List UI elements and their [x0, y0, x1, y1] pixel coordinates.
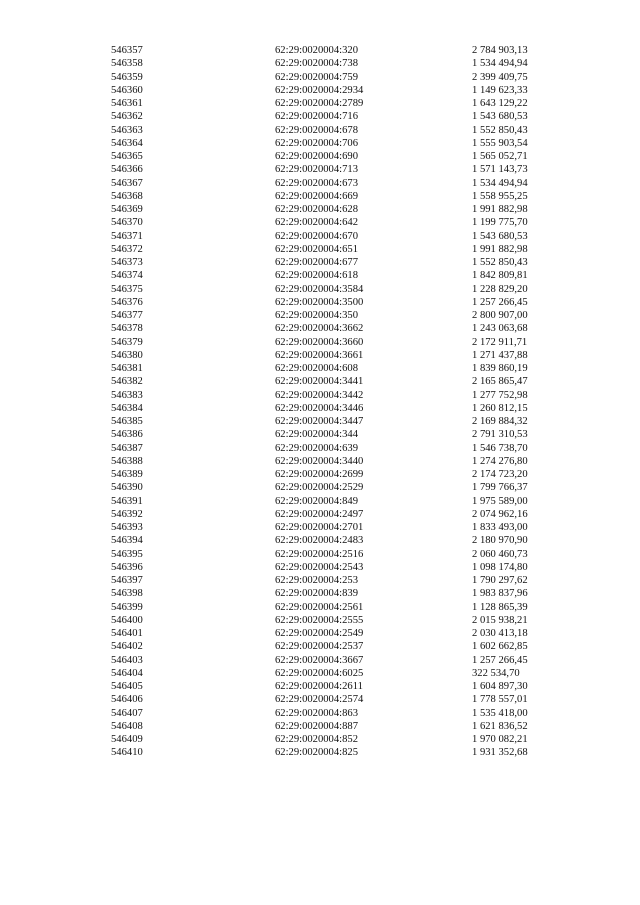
row-number-cell: 546364 [111, 137, 143, 149]
cadastral-value-cell: 1 643 129,22 [472, 98, 528, 109]
table-row [0, 110, 640, 123]
table-row [0, 389, 640, 402]
cadastral-value-cell: 2 169 884,32 [472, 416, 528, 427]
cadastral-number-cell: 62:29:0020004:2516 [275, 548, 364, 560]
cadastral-number-cell: 62:29:0020004:608 [275, 363, 358, 374]
table-row [0, 269, 640, 282]
row-number-cell: 546358 [111, 58, 143, 70]
cadastral-number-cell: 62:29:0020004:350 [275, 310, 358, 321]
cadastral-value-cell: 1 277 752,98 [472, 389, 528, 401]
table-row [0, 707, 640, 720]
table-row [0, 640, 640, 653]
cadastral-number-cell: 62:29:0020004:3447 [275, 416, 364, 427]
cadastral-number-cell: 62:29:0020004:738 [275, 58, 358, 70]
table-row [0, 97, 640, 110]
row-number-cell: 546359 [111, 71, 143, 83]
cadastral-number-cell: 62:29:0020004:706 [275, 137, 358, 149]
cadastral-value-cell: 1 260 812,15 [472, 402, 528, 414]
cadastral-number-cell: 62:29:0020004:253 [275, 575, 358, 586]
table-row [0, 587, 640, 600]
cadastral-value-cell: 1 552 850,43 [472, 257, 528, 268]
cadastral-number-cell: 62:29:0020004:825 [275, 747, 358, 759]
cadastral-value-cell: 2 015 938,21 [472, 614, 528, 626]
row-number-cell: 546407 [111, 707, 143, 719]
table-row [0, 693, 640, 706]
table-row [0, 680, 640, 693]
row-number-cell: 546389 [111, 469, 143, 480]
row-number-cell: 546394 [111, 535, 143, 547]
cadastral-number-cell: 62:29:0020004:618 [275, 270, 358, 282]
row-number-cell: 546370 [111, 217, 143, 229]
row-number-cell: 546396 [111, 561, 143, 573]
table-row [0, 84, 640, 97]
cadastral-number-cell: 62:29:0020004:2574 [275, 694, 364, 706]
table-row [0, 336, 640, 349]
table-row [0, 296, 640, 309]
cadastral-value-cell: 2 791 310,53 [472, 429, 528, 441]
cadastral-value-cell: 1 983 837,96 [472, 588, 528, 600]
table-row [0, 402, 640, 415]
row-number-cell: 546408 [111, 720, 143, 732]
cadastral-value-cell: 1 931 352,68 [472, 747, 528, 759]
cadastral-value-cell: 1 199 775,70 [472, 217, 528, 229]
table-row [0, 601, 640, 614]
row-number-cell: 546402 [111, 641, 143, 653]
row-number-cell: 546404 [111, 667, 143, 679]
cadastral-value-cell: 1 552 850,43 [472, 124, 528, 136]
table-row [0, 614, 640, 627]
cadastral-number-cell: 62:29:0020004:2561 [275, 601, 364, 613]
cadastral-value-cell: 1 546 738,70 [472, 442, 528, 454]
cadastral-value-cell: 1 271 437,88 [472, 349, 528, 361]
table-row [0, 203, 640, 216]
table-row [0, 548, 640, 561]
table-row [0, 746, 640, 759]
row-number-cell: 546379 [111, 336, 143, 348]
cadastral-number-cell: 62:29:0020004:759 [275, 71, 358, 83]
cadastral-value-cell: 1 257 266,45 [472, 296, 528, 308]
cadastral-number-cell: 62:29:0020004:3662 [275, 323, 364, 335]
cadastral-number-cell: 62:29:0020004:2543 [275, 561, 364, 573]
cadastral-number-cell: 62:29:0020004:3500 [275, 296, 364, 308]
row-number-cell: 546397 [111, 575, 143, 586]
cadastral-number-cell: 62:29:0020004:6025 [275, 667, 364, 679]
table-row [0, 375, 640, 388]
cadastral-number-cell: 62:29:0020004:344 [275, 429, 358, 441]
table-row [0, 57, 640, 70]
cadastral-number-cell: 62:29:0020004:863 [275, 707, 358, 719]
row-number-cell: 546399 [111, 601, 143, 613]
cadastral-number-cell: 62:29:0020004:2497 [275, 508, 364, 520]
table-row [0, 71, 640, 84]
cadastral-value-cell: 2 074 962,16 [472, 508, 528, 520]
row-number-cell: 546380 [111, 349, 143, 361]
cadastral-value-cell: 1 534 494,94 [472, 58, 528, 70]
cadastral-value-cell: 1 604 897,30 [472, 681, 528, 692]
cadastral-value-cell: 1 543 680,53 [472, 111, 528, 123]
row-number-cell: 546361 [111, 98, 143, 109]
cadastral-number-cell: 62:29:0020004:3440 [275, 455, 364, 467]
cadastral-value-cell: 1 799 766,37 [472, 482, 528, 494]
row-number-cell: 546372 [111, 243, 143, 255]
cadastral-number-cell: 62:29:0020004:3442 [275, 389, 364, 401]
table-row [0, 230, 640, 243]
cadastral-value-cell: 1 571 143,73 [472, 164, 528, 176]
cadastral-value-cell: 1 128 865,39 [472, 601, 528, 613]
cadastral-number-cell: 62:29:0020004:670 [275, 230, 358, 242]
row-number-cell: 546376 [111, 296, 143, 308]
cadastral-number-cell: 62:29:0020004:3584 [275, 283, 364, 295]
row-number-cell: 546385 [111, 416, 143, 427]
cadastral-number-cell: 62:29:0020004:651 [275, 243, 358, 255]
table-row [0, 163, 640, 176]
row-number-cell: 546381 [111, 363, 143, 374]
table-row [0, 124, 640, 137]
row-number-cell: 546369 [111, 204, 143, 215]
cadastral-value-cell: 1 555 903,54 [472, 137, 528, 149]
cadastral-value-cell: 1 228 829,20 [472, 283, 528, 295]
cadastral-value-cell: 1 790 297,62 [472, 575, 528, 586]
table-row [0, 720, 640, 733]
row-number-cell: 546384 [111, 402, 143, 414]
row-number-cell: 546383 [111, 389, 143, 401]
cadastral-number-cell: 62:29:0020004:2699 [275, 469, 364, 480]
table-row [0, 190, 640, 203]
table-row [0, 455, 640, 468]
row-number-cell: 546403 [111, 654, 143, 666]
cadastral-number-cell: 62:29:0020004:713 [275, 164, 358, 176]
cadastral-number-cell: 62:29:0020004:3667 [275, 654, 364, 666]
row-number-cell: 546365 [111, 151, 143, 162]
table-row [0, 495, 640, 508]
row-number-cell: 546395 [111, 548, 143, 560]
row-number-cell: 546391 [111, 495, 143, 507]
table-row [0, 415, 640, 428]
cadastral-number-cell: 62:29:0020004:669 [275, 190, 358, 202]
cadastral-number-cell: 62:29:0020004:2483 [275, 535, 364, 547]
table-row [0, 481, 640, 494]
cadastral-number-cell: 62:29:0020004:678 [275, 124, 358, 136]
cadastral-value-cell: 2 800 907,00 [472, 310, 528, 321]
row-number-cell: 546382 [111, 376, 143, 388]
row-number-cell: 546366 [111, 164, 143, 176]
row-number-cell: 546363 [111, 124, 143, 136]
cadastral-value-table [0, 44, 640, 760]
table-row [0, 216, 640, 229]
cadastral-number-cell: 62:29:0020004:320 [275, 45, 358, 56]
table-row [0, 44, 640, 57]
cadastral-number-cell: 62:29:0020004:716 [275, 111, 358, 123]
cadastral-number-cell: 62:29:0020004:2701 [275, 522, 364, 533]
cadastral-value-cell: 1 991 882,98 [472, 204, 528, 215]
cadastral-value-cell: 1 149 623,33 [472, 84, 528, 96]
table-row [0, 534, 640, 547]
row-number-cell: 546378 [111, 323, 143, 335]
cadastral-value-cell: 2 172 911,71 [472, 336, 528, 348]
row-number-cell: 546409 [111, 734, 143, 745]
cadastral-number-cell: 62:29:0020004:2529 [275, 482, 364, 494]
row-number-cell: 546367 [111, 177, 143, 189]
cadastral-value-cell: 2 784 903,13 [472, 45, 528, 56]
table-row [0, 322, 640, 335]
cadastral-number-cell: 62:29:0020004:2789 [275, 98, 364, 109]
cadastral-number-cell: 62:29:0020004:852 [275, 734, 358, 745]
table-row [0, 362, 640, 375]
row-number-cell: 546388 [111, 455, 143, 467]
row-number-cell: 546371 [111, 230, 143, 242]
cadastral-value-cell: 1 839 860,19 [472, 363, 528, 374]
table-row [0, 442, 640, 455]
cadastral-number-cell: 62:29:0020004:2611 [275, 681, 363, 692]
cadastral-number-cell: 62:29:0020004:673 [275, 177, 358, 189]
cadastral-value-cell: 1 274 276,80 [472, 455, 528, 467]
row-number-cell: 546390 [111, 482, 143, 494]
cadastral-value-cell: 1 098 174,80 [472, 561, 528, 573]
table-row [0, 627, 640, 640]
row-number-cell: 546400 [111, 614, 143, 626]
cadastral-value-cell: 1 257 266,45 [472, 654, 528, 666]
cadastral-value-cell: 1 558 955,25 [472, 190, 528, 202]
cadastral-number-cell: 62:29:0020004:849 [275, 495, 358, 507]
cadastral-value-cell: 1 842 809,81 [472, 270, 528, 282]
cadastral-value-cell: 2 060 460,73 [472, 548, 528, 560]
cadastral-number-cell: 62:29:0020004:2549 [275, 628, 364, 639]
row-number-cell: 546405 [111, 681, 143, 692]
cadastral-number-cell: 62:29:0020004:3661 [275, 349, 364, 361]
table-row [0, 150, 640, 163]
row-number-cell: 546410 [111, 747, 143, 759]
table-row [0, 561, 640, 574]
row-number-cell: 546401 [111, 628, 143, 639]
table-row [0, 428, 640, 441]
row-number-cell: 546374 [111, 270, 143, 282]
row-number-cell: 546360 [111, 84, 143, 96]
cadastral-number-cell: 62:29:0020004:2555 [275, 614, 364, 626]
table-row [0, 733, 640, 746]
cadastral-number-cell: 62:29:0020004:677 [275, 257, 358, 268]
table-row [0, 468, 640, 481]
cadastral-value-cell: 2 165 865,47 [472, 376, 528, 388]
cadastral-value-cell: 322 534,70 [472, 667, 520, 679]
cadastral-number-cell: 62:29:0020004:690 [275, 151, 358, 162]
cadastral-value-cell: 1 778 557,01 [472, 694, 528, 706]
cadastral-value-cell: 1 565 052,71 [472, 151, 528, 162]
row-number-cell: 546375 [111, 283, 143, 295]
cadastral-number-cell: 62:29:0020004:642 [275, 217, 358, 229]
table-row [0, 309, 640, 322]
row-number-cell: 546386 [111, 429, 143, 441]
cadastral-value-cell: 1 602 662,85 [472, 641, 528, 653]
table-row [0, 137, 640, 150]
cadastral-number-cell: 62:29:0020004:3441 [275, 376, 364, 388]
cadastral-value-cell: 1 991 882,98 [472, 243, 528, 255]
cadastral-value-cell: 1 621 836,52 [472, 720, 528, 732]
row-number-cell: 546387 [111, 442, 143, 454]
cadastral-value-cell: 2 399 409,75 [472, 71, 528, 83]
cadastral-value-cell: 2 030 413,18 [472, 628, 528, 639]
cadastral-number-cell: 62:29:0020004:628 [275, 204, 358, 215]
cadastral-value-cell: 1 975 589,00 [472, 495, 528, 507]
cadastral-number-cell: 62:29:0020004:2537 [275, 641, 364, 653]
cadastral-number-cell: 62:29:0020004:639 [275, 442, 358, 454]
cadastral-value-cell: 2 174 723,20 [472, 469, 528, 480]
row-number-cell: 546362 [111, 111, 143, 123]
cadastral-value-cell: 1 243 063,68 [472, 323, 528, 335]
table-row [0, 177, 640, 190]
row-number-cell: 546368 [111, 190, 143, 202]
cadastral-value-cell: 1 534 494,94 [472, 177, 528, 189]
table-row [0, 243, 640, 256]
cadastral-value-cell: 1 535 418,00 [472, 707, 528, 719]
row-number-cell: 546393 [111, 522, 143, 533]
table-row [0, 654, 640, 667]
row-number-cell: 546406 [111, 694, 143, 706]
cadastral-value-cell: 1 543 680,53 [472, 230, 528, 242]
cadastral-number-cell: 62:29:0020004:3446 [275, 402, 364, 414]
table-row [0, 256, 640, 269]
cadastral-number-cell: 62:29:0020004:2934 [275, 84, 364, 96]
table-row [0, 283, 640, 296]
row-number-cell: 546377 [111, 310, 143, 321]
cadastral-value-cell: 1 970 082,21 [472, 734, 528, 745]
cadastral-value-cell: 2 180 970,90 [472, 535, 528, 547]
table-row [0, 349, 640, 362]
cadastral-number-cell: 62:29:0020004:3660 [275, 336, 364, 348]
cadastral-number-cell: 62:29:0020004:887 [275, 720, 358, 732]
cadastral-value-cell: 1 833 493,00 [472, 522, 528, 533]
row-number-cell: 546392 [111, 508, 143, 520]
row-number-cell: 546373 [111, 257, 143, 268]
row-number-cell: 546357 [111, 45, 143, 56]
cadastral-number-cell: 62:29:0020004:839 [275, 588, 358, 600]
table-row [0, 574, 640, 587]
row-number-cell: 546398 [111, 588, 143, 600]
table-row [0, 521, 640, 534]
table-row [0, 667, 640, 680]
table-row [0, 508, 640, 521]
